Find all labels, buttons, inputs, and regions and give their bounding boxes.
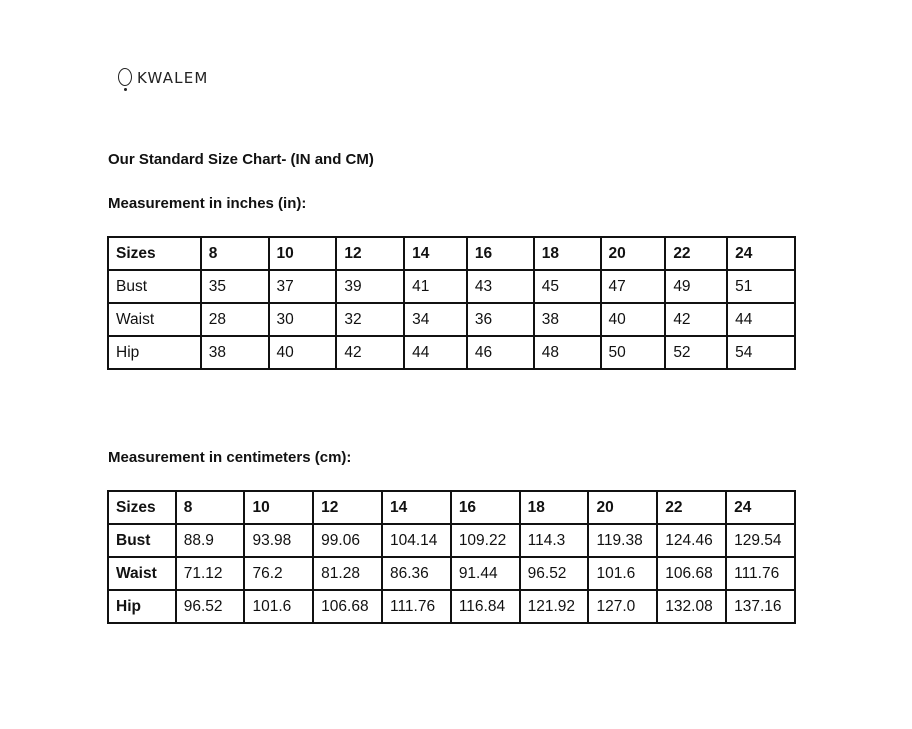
table-cell: 36: [467, 303, 534, 336]
table-cell: 35: [201, 270, 269, 303]
header-cell: Sizes: [108, 491, 176, 524]
size-header-cell: 10: [244, 491, 313, 524]
table-cell: 40: [601, 303, 666, 336]
table-row: [108, 303, 795, 336]
row-label: Hip: [108, 590, 176, 623]
row-label: Waist: [108, 303, 201, 336]
table-cell: 132.08: [657, 590, 726, 623]
table-cell: 129.54: [726, 524, 795, 557]
size-header-cell: 16: [451, 491, 520, 524]
table-cell: 106.68: [313, 590, 382, 623]
table-cell: 47: [601, 270, 666, 303]
table-cell: 99.06: [313, 524, 382, 557]
size-header-cell: 14: [382, 491, 451, 524]
table-cell: 127.0: [588, 590, 657, 623]
size-header-cell: 22: [665, 237, 727, 270]
table-cell: 42: [665, 303, 727, 336]
centimeters-heading: Measurement in centimeters (cm):: [108, 449, 352, 466]
table-row: [108, 557, 795, 590]
table-cell: 111.76: [726, 557, 795, 590]
header-cell: Sizes: [108, 237, 201, 270]
size-header-cell: 20: [601, 237, 666, 270]
inches-size-table: [107, 236, 796, 370]
table-cell: 46: [467, 336, 534, 369]
table-cell: 48: [534, 336, 601, 369]
table-cell: 124.46: [657, 524, 726, 557]
brand-logo: [118, 62, 209, 94]
table-cell: 93.98: [244, 524, 313, 557]
brand-name: KWALEM: [137, 68, 209, 87]
table-cell: 52: [665, 336, 727, 369]
table-cell: 28: [201, 303, 269, 336]
table-row: [108, 270, 795, 303]
table-row: [108, 336, 795, 369]
table-cell: 137.16: [726, 590, 795, 623]
table-cell: 39: [336, 270, 404, 303]
row-label: Hip: [108, 336, 201, 369]
table-cell: 42: [336, 336, 404, 369]
size-header-cell: 8: [176, 491, 245, 524]
table-cell: 30: [269, 303, 337, 336]
table-cell: 109.22: [451, 524, 520, 557]
table-cell: 51: [727, 270, 795, 303]
size-header-cell: 18: [520, 491, 589, 524]
table-cell: 119.38: [588, 524, 657, 557]
table-cell: 50: [601, 336, 666, 369]
centimeters-size-table: [107, 490, 796, 624]
table-cell: 101.6: [244, 590, 313, 623]
table-cell: 101.6: [588, 557, 657, 590]
table-cell: 111.76: [382, 590, 451, 623]
centimeters-header-row: [108, 491, 795, 524]
row-label: Bust: [108, 524, 176, 557]
size-header-cell: 8: [201, 237, 269, 270]
size-header-cell: 12: [313, 491, 382, 524]
size-header-cell: 10: [269, 237, 337, 270]
inches-heading: Measurement in inches (in):: [108, 195, 307, 212]
size-header-cell: 18: [534, 237, 601, 270]
table-cell: 106.68: [657, 557, 726, 590]
table-cell: 54: [727, 336, 795, 369]
table-cell: 91.44: [451, 557, 520, 590]
table-cell: 116.84: [451, 590, 520, 623]
inches-header-row: [108, 237, 795, 270]
row-label: Waist: [108, 557, 176, 590]
table-cell: 45: [534, 270, 601, 303]
table-cell: 44: [727, 303, 795, 336]
table-cell: 37: [269, 270, 337, 303]
size-header-cell: 24: [726, 491, 795, 524]
table-cell: 88.9: [176, 524, 245, 557]
table-cell: 114.3: [520, 524, 589, 557]
table-cell: 96.52: [520, 557, 589, 590]
table-cell: 38: [201, 336, 269, 369]
table-cell: 32: [336, 303, 404, 336]
size-header-cell: 12: [336, 237, 404, 270]
table-cell: 41: [404, 270, 467, 303]
page-title: Our Standard Size Chart- (IN and CM): [108, 151, 374, 168]
table-cell: 34: [404, 303, 467, 336]
table-row: [108, 590, 795, 623]
table-cell: 121.92: [520, 590, 589, 623]
table-cell: 104.14: [382, 524, 451, 557]
size-header-cell: 20: [588, 491, 657, 524]
table-cell: 38: [534, 303, 601, 336]
table-cell: 86.36: [382, 557, 451, 590]
table-cell: 40: [269, 336, 337, 369]
size-header-cell: 22: [657, 491, 726, 524]
table-cell: 44: [404, 336, 467, 369]
table-row: [108, 524, 795, 557]
brand-o-icon: [118, 65, 134, 91]
table-cell: 71.12: [176, 557, 245, 590]
table-cell: 76.2: [244, 557, 313, 590]
table-cell: 96.52: [176, 590, 245, 623]
table-cell: 43: [467, 270, 534, 303]
size-header-cell: 24: [727, 237, 795, 270]
table-cell: 49: [665, 270, 727, 303]
size-header-cell: 16: [467, 237, 534, 270]
table-cell: 81.28: [313, 557, 382, 590]
size-header-cell: 14: [404, 237, 467, 270]
row-label: Bust: [108, 270, 201, 303]
